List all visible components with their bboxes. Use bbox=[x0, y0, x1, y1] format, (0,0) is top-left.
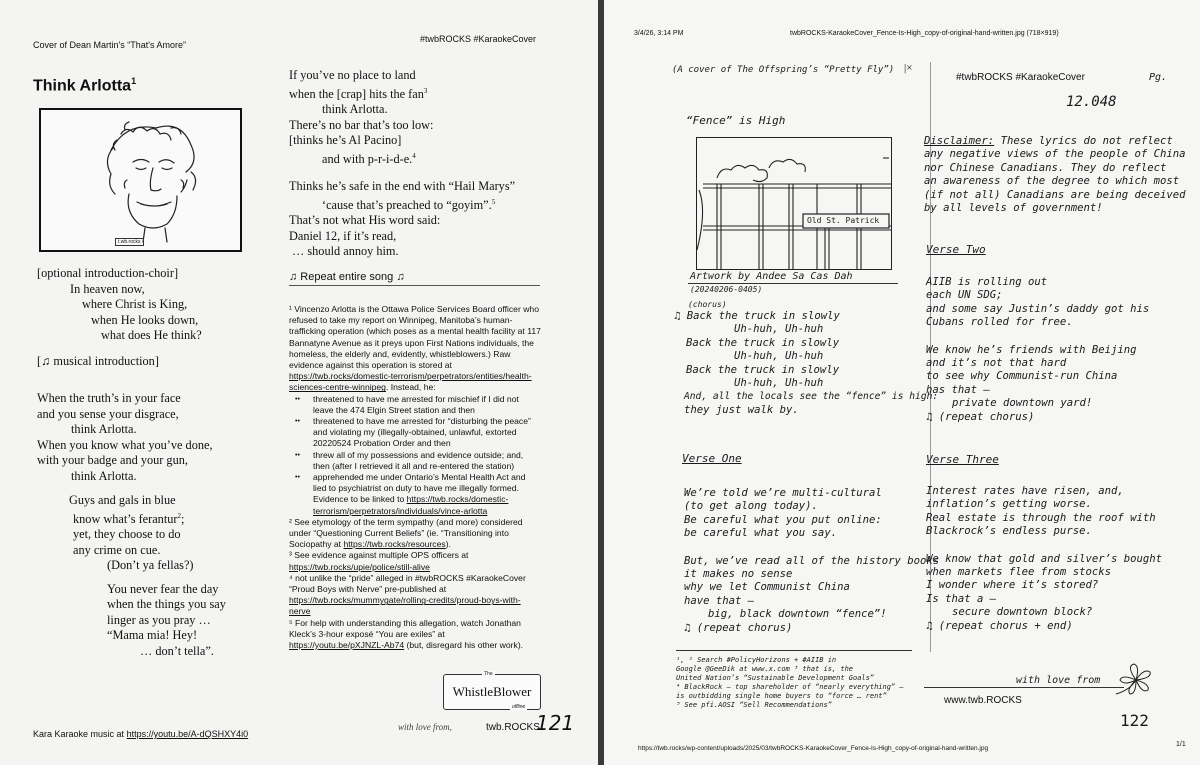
page-label: Pg. bbox=[1149, 72, 1168, 83]
footnote-link[interactable]: https://twb.rocks/domestic-terrorism/perpetrators/individuals/vince-arlotta bbox=[313, 494, 509, 516]
print-footer-url: https://twb.rocks/wp-content/uploads/2025/03/twbROCKS-KaraokeCover_Fence-Is-High_copy-of-original-hand-written.jpg bbox=[638, 745, 989, 752]
lyric-line: have that — bbox=[684, 594, 755, 607]
verse-three-heading: Verse Three bbox=[926, 453, 999, 466]
list-item: •• threatened to have me arrested for “disturbing the peace” and violating my (illegally-obtained, unlawful, extorted 20220524 Probation Order and then bbox=[289, 416, 541, 450]
badge-main: WhistleBlower bbox=[452, 684, 532, 699]
lyric-line: But, we’ve read all of the history books bbox=[684, 554, 940, 567]
footnote-link[interactable]: https://twb.rocks/domestic-terrorism/perpetrators/entities/health-sciences-centre-winnipeg bbox=[289, 371, 532, 393]
footnote-link[interactable]: https://twb.rocks/resources bbox=[343, 539, 446, 550]
lyric-line: has that — bbox=[926, 383, 990, 396]
lyric-line: (if not all) Canadians are being deceived bbox=[924, 188, 1186, 201]
caricature-signature: t.wb.rocks bbox=[115, 238, 144, 246]
artwork-sketch bbox=[696, 137, 892, 270]
page-title: Think Arlotta$^1$ bbox=[33, 76, 137, 95]
disclaimer-label: Disclaimer: bbox=[924, 135, 995, 147]
lyric-line: We know that gold and silver’s bought bbox=[926, 552, 1162, 565]
lyric-line: with your badge and your gun, bbox=[37, 453, 188, 467]
lyric-line: … should annoy him. bbox=[292, 244, 399, 259]
lyric-line: “Mama mia! Hey! bbox=[107, 628, 198, 643]
lyric-line: any crime on cue. bbox=[73, 542, 161, 557]
lyric-line: There’s no bar that’s too low: bbox=[289, 117, 434, 132]
lyric-line: Thinks he’s safe in the end with “Hail Marys” bbox=[289, 179, 516, 194]
lyric-line: Back the truck in slowly bbox=[686, 336, 840, 349]
footnote-line: ¹, ² Search #PolicyHorizons + #AIIB in bbox=[676, 656, 837, 664]
footer-music: Kara Karaoke music at https://youtu.be/A-dQSHXY4i0 bbox=[33, 729, 249, 739]
artwork-date: (20240206-0405) bbox=[690, 285, 763, 294]
signoff-line bbox=[924, 687, 1124, 688]
page-number: 122 bbox=[1120, 711, 1149, 730]
cover-note: (A cover of The Offspring’s “Pretty Fly”) bbox=[672, 65, 895, 75]
lyric-line: be careful what you say. bbox=[684, 527, 838, 540]
lyric-line: any negative views of the people of China bbox=[924, 148, 1186, 161]
lyric-line: Uh-huh, Uh-huh bbox=[734, 350, 824, 363]
lyric-line: Back the truck in slowly bbox=[686, 363, 840, 376]
lyric-line: linger as you pray … bbox=[107, 612, 211, 627]
page-number: 121 bbox=[536, 711, 575, 735]
footnote-4: ⁴ not unlike the “pride” alleged in #twbROCKS #KaraokeCover “Proud Boys with Nerve” pre-published at https://twb.rocks/mummygate/rolling-credits/proud-boys-with-nerve bbox=[289, 572, 526, 617]
footer-link[interactable]: https://youtu.be/A-dQSHXY4i0 bbox=[126, 729, 249, 739]
fence-drawing bbox=[697, 138, 891, 269]
verse-two bbox=[926, 276, 1188, 424]
credit-underline bbox=[688, 283, 898, 284]
lyric-line: ♫ (repeat chorus) bbox=[684, 621, 793, 634]
lyric-line: inflation’s getting worse. bbox=[926, 498, 1092, 511]
lyric-line: When you know what you’ve done, bbox=[37, 437, 213, 452]
hand-mark: |× bbox=[904, 62, 913, 74]
badge-bottom: offline bbox=[512, 704, 526, 710]
lyric-line: You never fear the day bbox=[107, 581, 219, 596]
lyric-line: Interest rates have risen, and, bbox=[926, 485, 1124, 497]
lyric-line: ♫ (repeat chorus + end) bbox=[926, 619, 1073, 632]
lyric-line: what does He think? bbox=[101, 328, 202, 342]
lyrics-column-2 bbox=[289, 68, 569, 285]
lyric-line: Cubans rolled for free. bbox=[926, 316, 1073, 329]
lyric-line: by all levels of government! bbox=[924, 202, 1103, 215]
version-number: 12.048 bbox=[1066, 94, 1117, 110]
lyric-line: (chorus) bbox=[688, 300, 727, 309]
chorus-block bbox=[674, 300, 939, 417]
lyrics-column-1 bbox=[37, 266, 277, 659]
song-title: “Fence” is High bbox=[686, 114, 786, 127]
lyric-line: when the [crap] hits the fan$^3$ bbox=[289, 86, 428, 101]
header-left: Cover of Dean Martin's “That's Amore” bbox=[33, 40, 186, 50]
lyric-line: ‘cause that’s preached to “goyim”.$^5$ bbox=[322, 197, 496, 212]
lyric-line: when the things you say bbox=[107, 597, 226, 612]
footnote-link[interactable]: https://youtu.be/pXJNZL-Ab74 bbox=[289, 640, 405, 651]
caricature-frame bbox=[39, 108, 242, 252]
lyric-line: We’re told we’re multi-cultural bbox=[684, 487, 882, 499]
footnote-line: ⁵ See pfi.AOSI “Sell Recommendations” bbox=[676, 701, 832, 709]
lyric-line: (to get along today). bbox=[684, 500, 818, 513]
lyric-line: I wonder where it’s stored? bbox=[926, 579, 1099, 592]
footnote-3: ³ See evidence against multiple OPS officers at https://twb.rocks/upie/police/still-alive bbox=[289, 550, 469, 572]
verse-one-heading: Verse One bbox=[682, 452, 742, 465]
footnote-5: ⁵ For help with understanding this allegation, watch Jonathan Kleck’s 3-hour exposé “You are exiles” at https://youtu.be/pXJNZL-Ab74 (but, disregard his other work). bbox=[289, 617, 524, 651]
lyric-line: they just walk by. bbox=[684, 403, 799, 416]
with-love-text: with love from bbox=[1016, 675, 1101, 686]
lyric-line: secure downtown block? bbox=[952, 606, 1093, 619]
footnote-link[interactable]: https://twb.rocks/upie/police/still-alive bbox=[289, 561, 430, 572]
footnote-line: ⁴ BlackRock — top shareholder of “nearly everything” — bbox=[676, 683, 904, 691]
lyric-line: nor Chinese Canadians. They do reflect bbox=[924, 161, 1167, 174]
footnote-divider bbox=[289, 285, 540, 286]
lyric-line: and some say Justin’s daddy got his bbox=[926, 302, 1150, 315]
lyric-line: [♫ musical introduction] bbox=[37, 353, 159, 368]
right-page bbox=[604, 0, 1200, 765]
flower-doodle bbox=[1112, 662, 1160, 698]
verse-three bbox=[926, 485, 1188, 633]
header-right: #twbROCKS #KaraokeCover bbox=[420, 34, 537, 44]
lyric-line: … don’t tella”. bbox=[140, 643, 214, 658]
lyric-line: each UN SDG; bbox=[926, 289, 1003, 302]
footnote-2: ² See etymology of the term sympathy (and more) considered under “Questioning Current Beliefs” (ie. “Transitioning into Sociopathy at https://twb.rocks/resources). bbox=[289, 516, 523, 550]
footnote-line: United Nation’s “Sustainable Development Goals” bbox=[676, 674, 875, 682]
footnote-line: is outbidding single home buyers to “force … rent” bbox=[676, 692, 887, 700]
lyric-line: an awareness of the degree to which most bbox=[924, 175, 1180, 188]
footnote-link[interactable]: https://twb.rocks/mummygate/rolling-credits/proud-boys-with-nerve bbox=[289, 595, 521, 617]
lyric-line: Real estate is through the roof with bbox=[926, 511, 1156, 524]
lyric-line: If you’ve no place to land bbox=[289, 68, 416, 82]
list-item: •• threw all of my possessions and evidence outside; and, then (after I retrieved it all and re-entered the station) bbox=[289, 450, 541, 472]
disclaimer bbox=[924, 135, 1186, 215]
lyric-line: big, black downtown “fence”! bbox=[708, 608, 887, 621]
verse-two-heading: Verse Two bbox=[926, 243, 986, 256]
lyric-line: Blackrock’s endless purse. bbox=[926, 525, 1092, 538]
lyric-line: and with p-r-i-d-e.$^4$ bbox=[322, 151, 416, 166]
lyric-line: it makes no sense bbox=[684, 568, 793, 581]
print-title: twbROCKS-KaraokeCover_Fence-Is-High_copy-of-original-hand-written.jpg (718×919) bbox=[790, 30, 1059, 37]
lyric-line: and you sense your disgrace, bbox=[37, 406, 179, 421]
caricature-drawing bbox=[41, 110, 240, 250]
lyric-line: Be careful what you put online: bbox=[684, 513, 882, 526]
lyric-line: when He looks down, bbox=[91, 312, 199, 327]
lyric-line: why we let Communist China bbox=[684, 581, 850, 594]
lyric-line: think Arlotta. bbox=[322, 102, 388, 117]
lyric-line: Guys and gals in blue bbox=[69, 493, 176, 507]
handwritten-footnotes bbox=[676, 656, 922, 710]
verse-one bbox=[684, 487, 940, 635]
print-footer-page: 1/1 bbox=[1176, 741, 1186, 748]
lyric-line: ♫ Back the truck in slowly bbox=[674, 310, 840, 322]
lyric-line: Is that a — bbox=[926, 592, 997, 605]
footnote-line: Google @GeeDik at www.x.com ³ that is, the bbox=[676, 665, 854, 673]
lyric-line: (Don’t ya fellas?) bbox=[107, 558, 194, 573]
lyric-line: [thinks he’s Al Pacino] bbox=[289, 133, 402, 148]
list-item: •• apprehended me under Ontario’s Mental Health Act and lied to psychiatrist on duty to have me illegally formed. Evidence to be linked to https://twb.rocks/domestic-terrorism/perpetrators/individuals/vince-arlotta bbox=[289, 472, 541, 517]
list-item: •• threatened to have me arrested for mischief if I did not leave the 474 Elgin Street station and then bbox=[289, 394, 541, 416]
hashtags: #twbROCKS #KaraokeCover bbox=[956, 72, 1085, 83]
lyric-line: and it’s not that hard bbox=[926, 357, 1067, 370]
lyric-line: yet, they choose to do bbox=[73, 527, 181, 542]
footnotes bbox=[289, 304, 541, 651]
lyric-line: When the truth’s in your face bbox=[37, 391, 181, 405]
lyric-line: private downtown yard! bbox=[952, 397, 1093, 410]
footnote-bullets bbox=[289, 394, 541, 517]
badge-top: The bbox=[484, 671, 493, 677]
print-date: 3/4/26, 3:14 PM bbox=[634, 30, 684, 37]
lyric-line: think Arlotta. bbox=[71, 468, 137, 483]
artwork-credit: Artwork by Andee Sa Cas Dah bbox=[690, 271, 853, 282]
lyric-line: And, all the locals see the “fence” is high: bbox=[684, 391, 939, 403]
lyric-line: Uh-huh, Uh-huh bbox=[734, 323, 824, 336]
footnote-1: ¹ Vincenzo Arlotta is the Ottawa Police Services Board officer who refused to take my report on Winnipeg, Manitoba’s human-trafficking operation (which poses as a mental health facility at 117 Bannatyne Avenue as it preys upon First Nations individuals, the homeless, the elderly and, evidently, whistleblowers.) Raw evidence against this operation is stored at https://twb.rocks/domestic-terrorism/perpetrators/entities/health-sciences-centre-winnipeg. Instead, he: bbox=[289, 304, 541, 393]
lyric-line: when markets flee from stocks bbox=[926, 566, 1111, 579]
lyric-line: In heaven now, bbox=[70, 281, 145, 296]
lyric-line: [optional introduction-choir] bbox=[37, 266, 179, 280]
lyric-line: Uh-huh, Uh-huh bbox=[734, 377, 824, 390]
lyric-line: ♫ (repeat chorus) bbox=[926, 410, 1035, 423]
left-page bbox=[0, 0, 598, 765]
lyric-line: We know he’s friends with Beijing bbox=[926, 343, 1137, 356]
lyric-line: AIIB is rolling out bbox=[926, 276, 1048, 288]
lyric-line: to see why Communist-run China bbox=[926, 370, 1118, 383]
site-name: www.twb.ROCKS bbox=[944, 695, 1022, 706]
lyric-line: where Christ is King, bbox=[82, 297, 188, 311]
with-love-text: with love from, bbox=[398, 722, 452, 732]
lyric-line: Daniel 12, if it’s read, bbox=[289, 228, 397, 243]
divider bbox=[676, 650, 912, 651]
lyric-line: That’s not what His word said: bbox=[289, 213, 441, 228]
lyric-line: know what’s ferantur$^2$; bbox=[73, 511, 185, 526]
lyric-line: Disclaimer: These lyrics do not reflect bbox=[924, 135, 1173, 147]
street-sign: Old St. Patrick bbox=[807, 216, 880, 225]
lyric-line: think Arlotta. bbox=[71, 422, 137, 436]
signature: twb.ROCKS bbox=[486, 722, 540, 733]
whistleblower-badge bbox=[443, 671, 541, 710]
repeat-song-note: ♫ Repeat entire song ♫ bbox=[289, 270, 405, 283]
